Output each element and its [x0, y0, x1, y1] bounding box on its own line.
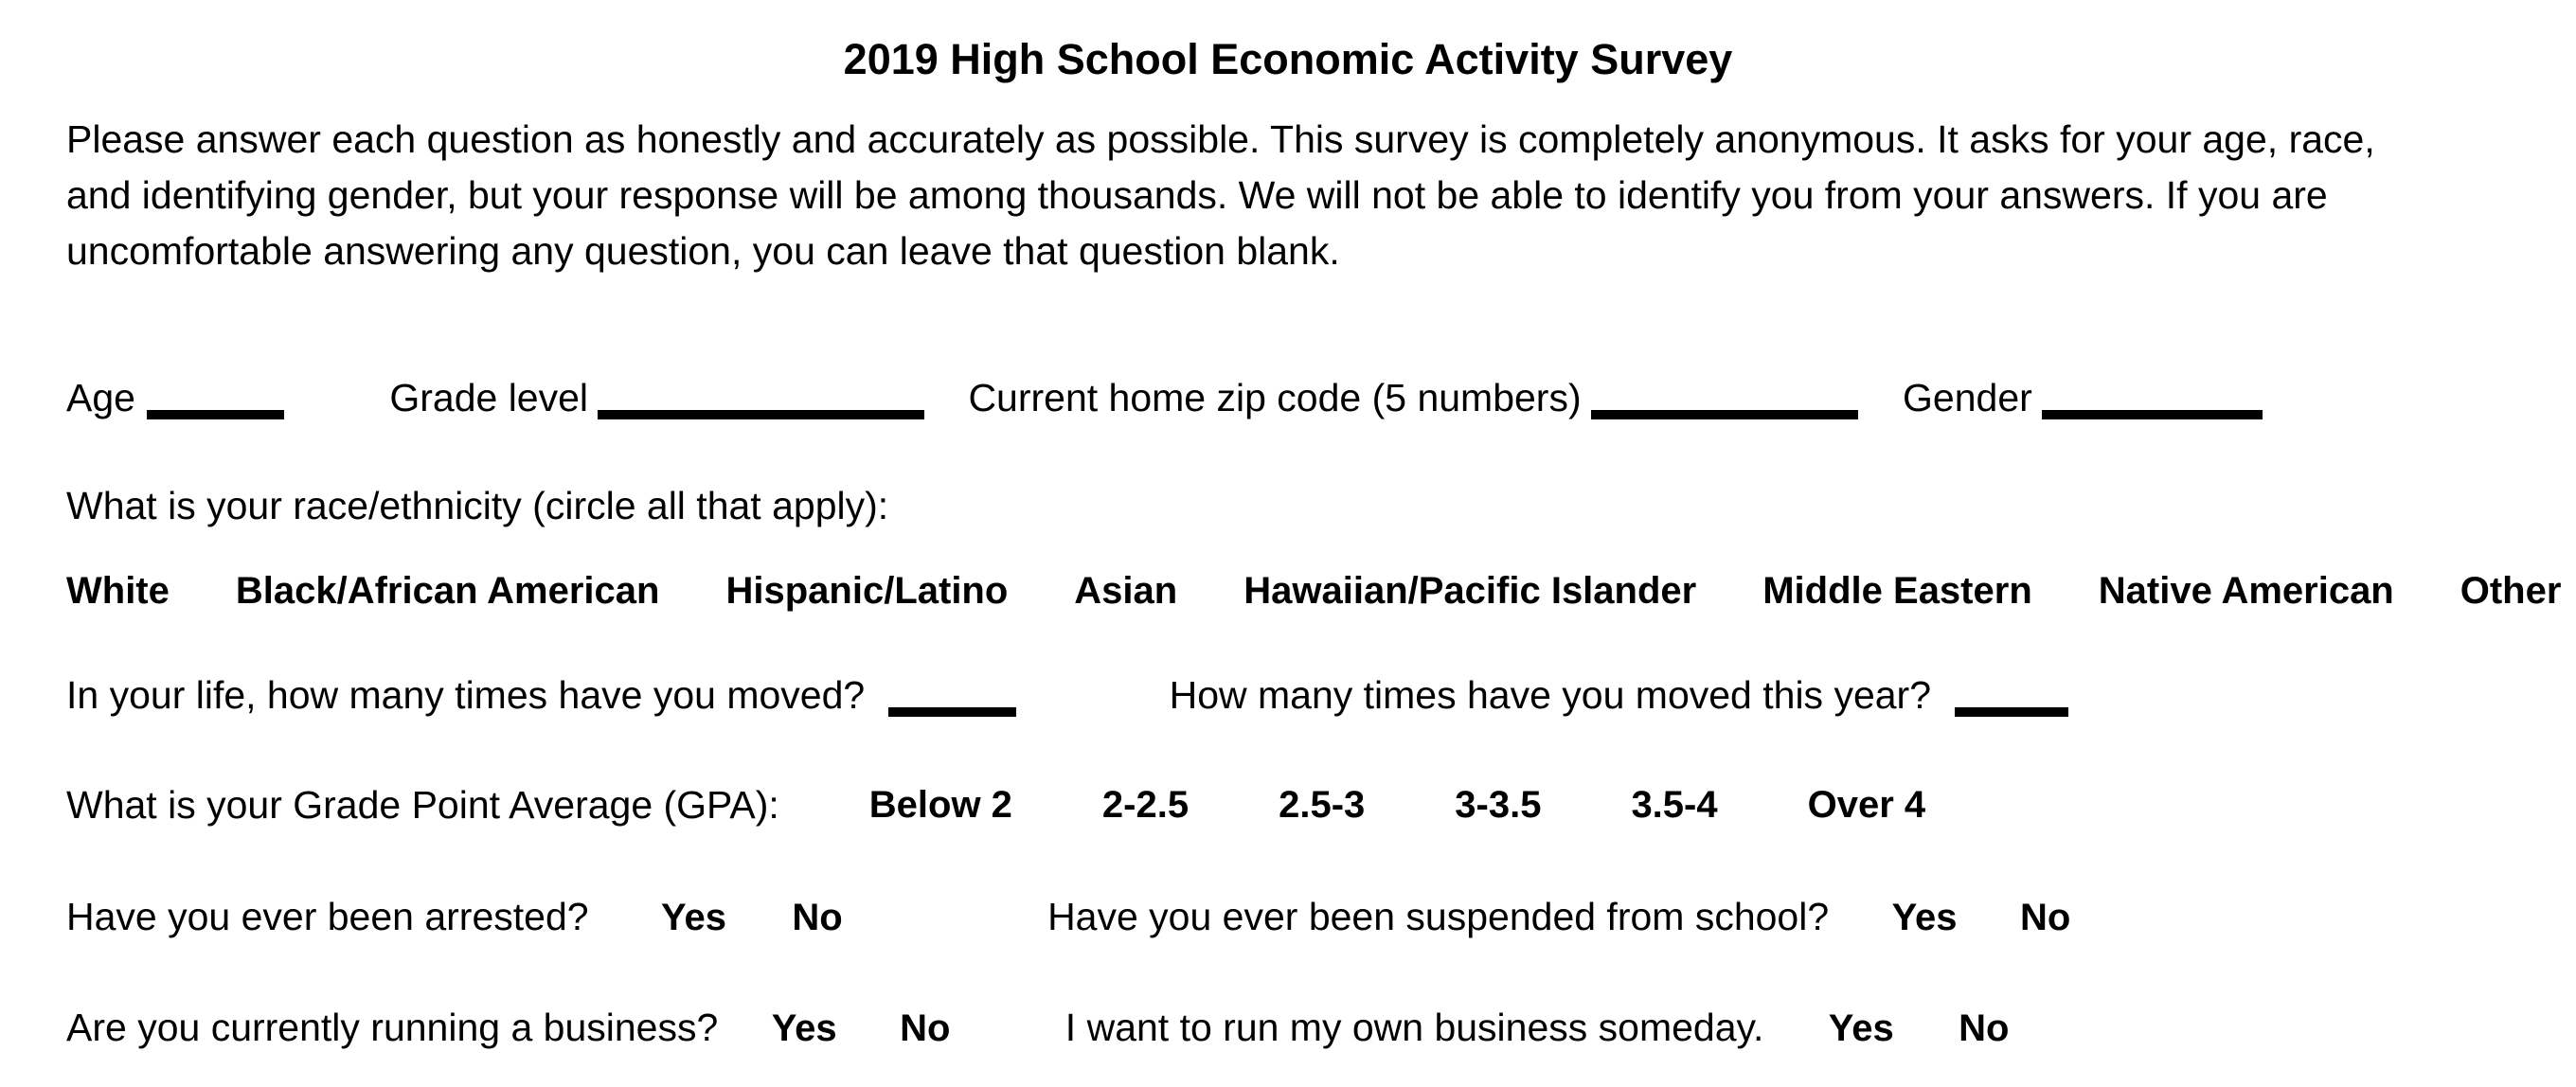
- page-title: 2019 High School Economic Activity Survey: [843, 35, 1733, 83]
- zip-code-label: Current home zip code (5 numbers): [968, 376, 1582, 419]
- intro-line: and identifying gender, but your response will be among thousands. We will not be able to identify you from your answers. If you are: [66, 173, 2328, 217]
- suspended-no[interactable]: No: [2019, 897, 2071, 938]
- arrested-no[interactable]: No: [792, 897, 843, 938]
- race-option-asian[interactable]: Asian: [1074, 570, 1178, 612]
- moved-life-question: In your life, how many times have you moved?: [66, 673, 866, 717]
- intro-line: uncomfortable answering any question, you can leave that question blank.: [66, 229, 1340, 273]
- want-business-yes[interactable]: Yes: [1828, 1007, 1894, 1049]
- running-business-question: Are you currently running a business?: [66, 1006, 719, 1049]
- race-option-hawaiian-pacific-islander[interactable]: Hawaiian/Pacific Islander: [1243, 570, 1697, 612]
- grade-level-label: Grade level: [389, 376, 589, 419]
- suspended-question: Have you ever been suspended from school?: [1047, 895, 1830, 938]
- arrested-question: Have you ever been arrested?: [66, 895, 589, 938]
- race-option-native-american[interactable]: Native American: [2098, 570, 2394, 612]
- gpa-row: [66, 781, 2510, 829]
- race-options-row: [66, 567, 2562, 615]
- age-blank[interactable]: [147, 410, 284, 419]
- gpa-option-3-3-5[interactable]: 3-3.5: [1455, 784, 1542, 826]
- demographics-row: [66, 374, 2510, 421]
- moved-row: [66, 671, 2510, 719]
- race-option-hispanic-latino[interactable]: Hispanic/Latino: [725, 570, 1009, 612]
- running-business-yes[interactable]: Yes: [771, 1007, 837, 1049]
- moved-year-blank[interactable]: [1955, 707, 2068, 717]
- race-question: What is your race/ethnicity (circle all that apply):: [66, 484, 889, 527]
- moved-life-blank[interactable]: [888, 707, 1016, 717]
- arrested-suspended-row: [66, 893, 2510, 941]
- gender-label: Gender: [1903, 376, 2032, 419]
- arrested-yes[interactable]: Yes: [660, 897, 726, 938]
- age-label: Age: [66, 376, 135, 419]
- gpa-option-2-2-5[interactable]: 2-2.5: [1101, 784, 1190, 826]
- race-option-black-african-american[interactable]: Black/African American: [235, 570, 660, 612]
- gpa-option-2-5-3[interactable]: 2.5-3: [1279, 784, 1366, 826]
- gpa-option-below-2[interactable]: Below 2: [868, 784, 1012, 826]
- running-business-no[interactable]: No: [900, 1007, 951, 1049]
- gender-blank[interactable]: [2042, 410, 2263, 419]
- race-option-other[interactable]: Other: [2460, 570, 2562, 612]
- intro-paragraph: [66, 112, 2510, 279]
- gpa-option-over-4[interactable]: Over 4: [1807, 784, 1926, 826]
- gpa-question: What is your Grade Point Average (GPA):: [66, 783, 779, 827]
- suspended-yes[interactable]: Yes: [1891, 897, 1958, 938]
- business-row: [66, 1004, 2510, 1052]
- want-business-no[interactable]: No: [1959, 1007, 2010, 1049]
- moved-year-question: How many times have you moved this year?: [1169, 673, 1931, 717]
- want-business-statement: I want to run my own business someday.: [1064, 1006, 1764, 1049]
- gpa-option-3-5-4[interactable]: 3.5-4: [1631, 784, 1718, 826]
- intro-line: Please answer each question as honestly and accurately as possible. This survey is completely anonymous. It asks for your age, race,: [66, 117, 2375, 161]
- grade-level-blank[interactable]: [598, 410, 924, 419]
- race-option-white[interactable]: White: [66, 570, 170, 612]
- zip-code-blank[interactable]: [1591, 410, 1858, 419]
- race-option-middle-eastern[interactable]: Middle Eastern: [1762, 570, 2032, 612]
